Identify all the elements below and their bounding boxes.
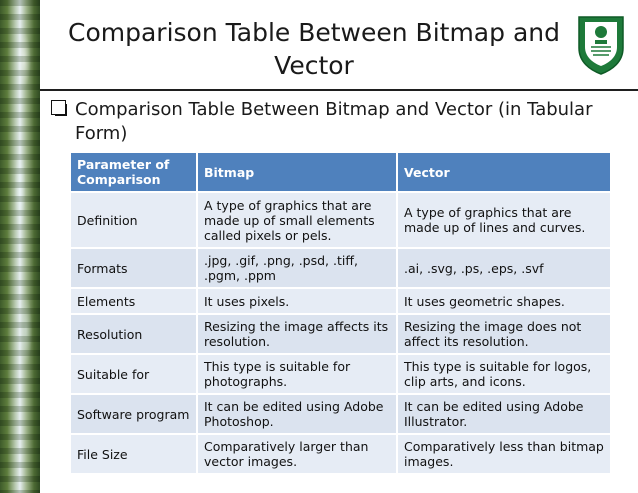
row-bitmap: This type is suitable for photographs.	[197, 354, 397, 394]
slide-title: Comparison Table Between Bitmap and Vector	[68, 18, 560, 80]
bullet-text: Comparison Table Between Bitmap and Vector (in Tabular Form)	[75, 99, 593, 144]
title-divider	[40, 89, 638, 91]
row-bitmap: It uses pixels.	[197, 288, 397, 314]
row-bitmap: Resizing the image affects its resolution.	[197, 314, 397, 354]
comparison-table	[69, 151, 612, 475]
header-vector: Vector	[397, 152, 611, 192]
row-parameter: Resolution	[70, 314, 197, 354]
row-bitmap: .jpg, .gif, .png, .psd, .tiff, .pgm, .ppm	[197, 248, 397, 288]
table-row	[70, 434, 611, 474]
row-parameter: Definition	[70, 192, 197, 248]
table-row	[70, 248, 611, 288]
table-row	[70, 314, 611, 354]
row-vector: It uses geometric shapes.	[397, 288, 611, 314]
row-parameter: Formats	[70, 248, 197, 288]
row-vector: Comparatively less than bitmap images.	[397, 434, 611, 474]
row-parameter: Software program	[70, 394, 197, 434]
table-header-row	[70, 152, 611, 192]
row-vector: Resizing the image does not affect its resolution.	[397, 314, 611, 354]
header-parameter: Parameter of Comparison	[70, 152, 197, 192]
row-vector: A type of graphics that are made up of lines and curves.	[397, 192, 611, 248]
row-vector: .ai, .svg, .ps, .eps, .svf	[397, 248, 611, 288]
university-shield-logo	[576, 14, 626, 76]
table-row	[70, 192, 611, 248]
checkbox-bullet-icon	[51, 100, 66, 115]
table-row	[70, 288, 611, 314]
row-parameter: Suitable for	[70, 354, 197, 394]
row-parameter: File Size	[70, 434, 197, 474]
row-bitmap: Comparatively larger than vector images.	[197, 434, 397, 474]
table-row	[70, 354, 611, 394]
bullet-item	[51, 98, 611, 146]
header-bitmap: Bitmap	[197, 152, 397, 192]
table-row	[70, 394, 611, 434]
row-vector: This type is suitable for logos, clip arts, and icons.	[397, 354, 611, 394]
row-parameter: Elements	[70, 288, 197, 314]
row-bitmap: It can be edited using Adobe Photoshop.	[197, 394, 397, 434]
row-bitmap: A type of graphics that are made up of small elements called pixels or pels.	[197, 192, 397, 248]
row-vector: It can be edited using Adobe Illustrator.	[397, 394, 611, 434]
side-photo-strip	[0, 0, 40, 493]
